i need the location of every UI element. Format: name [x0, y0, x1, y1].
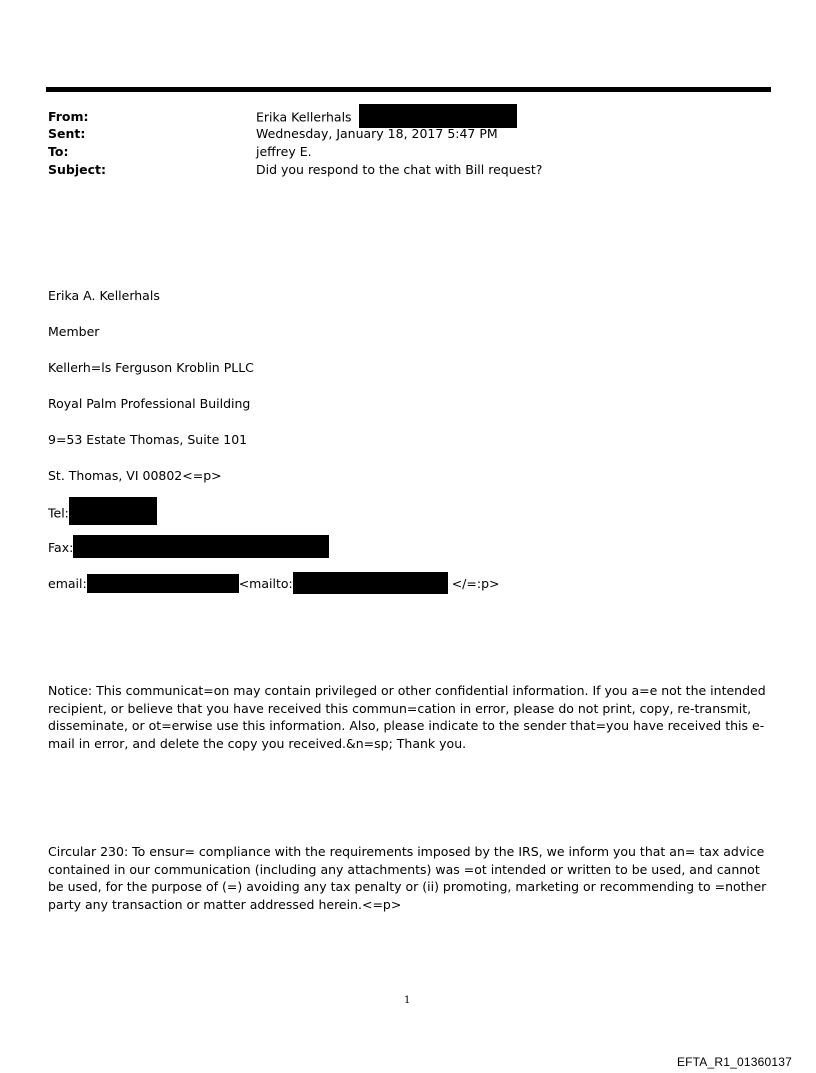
- mailto-text: <mailto:: [238, 576, 293, 591]
- signature-city: St. Thomas, VI 00802<=p>: [48, 468, 222, 483]
- signature-name: Erika A. Kellerhals: [48, 288, 160, 303]
- email-label: email:: [48, 576, 87, 591]
- signature-title: Member: [48, 324, 100, 339]
- sent-label: Sent:: [48, 126, 86, 141]
- signature-tel: [48, 503, 157, 525]
- subject-value: Did you respond to the chat with Bill request?: [256, 162, 543, 177]
- tel-label: Tel:: [48, 505, 69, 521]
- to-label: To:: [48, 144, 69, 159]
- sent-value: Wednesday, January 18, 2017 5:47 PM: [256, 126, 498, 141]
- email-redaction: [87, 574, 239, 593]
- signature-building: Royal Palm Professional Building: [48, 396, 251, 411]
- from-name: Erika Kellerhals: [256, 109, 352, 125]
- subject-label: Subject:: [48, 162, 106, 177]
- from-label: From:: [48, 109, 89, 124]
- tel-redaction: [69, 497, 157, 525]
- email-tail: </=:p>: [451, 576, 500, 591]
- to-value: jeffrey E.: [256, 144, 312, 159]
- circular-230-disclaimer: Circular 230: To ensur= compliance with the requirements imposed by the IRS, we inform you that an= tax advice contained in our communication (including any attachments) was =ot intended or written to be used, and cannot be used, for the purpose of (=) avoiding any tax penalty or (ii) promoting, marketing or recommending to =nother party any transaction or matter addressed herein.<=p>: [48, 844, 767, 912]
- fax-redaction: [73, 535, 329, 558]
- fax-label: Fax:: [48, 540, 74, 555]
- signature-email: [48, 575, 499, 594]
- signature-fax: [48, 539, 329, 558]
- signature-firm: Kellerh=ls Ferguson Kroblin PLLC: [48, 360, 254, 375]
- mailto-redaction: [293, 572, 448, 594]
- page-number: 1: [404, 995, 411, 1006]
- signature-street: 9=53 Estate Thomas, Suite 101: [48, 432, 248, 447]
- document-id: EFTA_R1_01360137: [676, 1055, 792, 1069]
- header-rule: [46, 87, 771, 92]
- confidentiality-notice: Notice: This communicat=on may contain privileged or other confidential information. If you a=e not the intended recipient, or believe that you have received this commun=cation in error, please do not print, copy, re-transmit, disseminate, or ot=erwise use this information. Also, please indicate to the sender that=you have received this e-mail in error, and delete the copy you received.&n=sp; Thank you.: [48, 683, 766, 751]
